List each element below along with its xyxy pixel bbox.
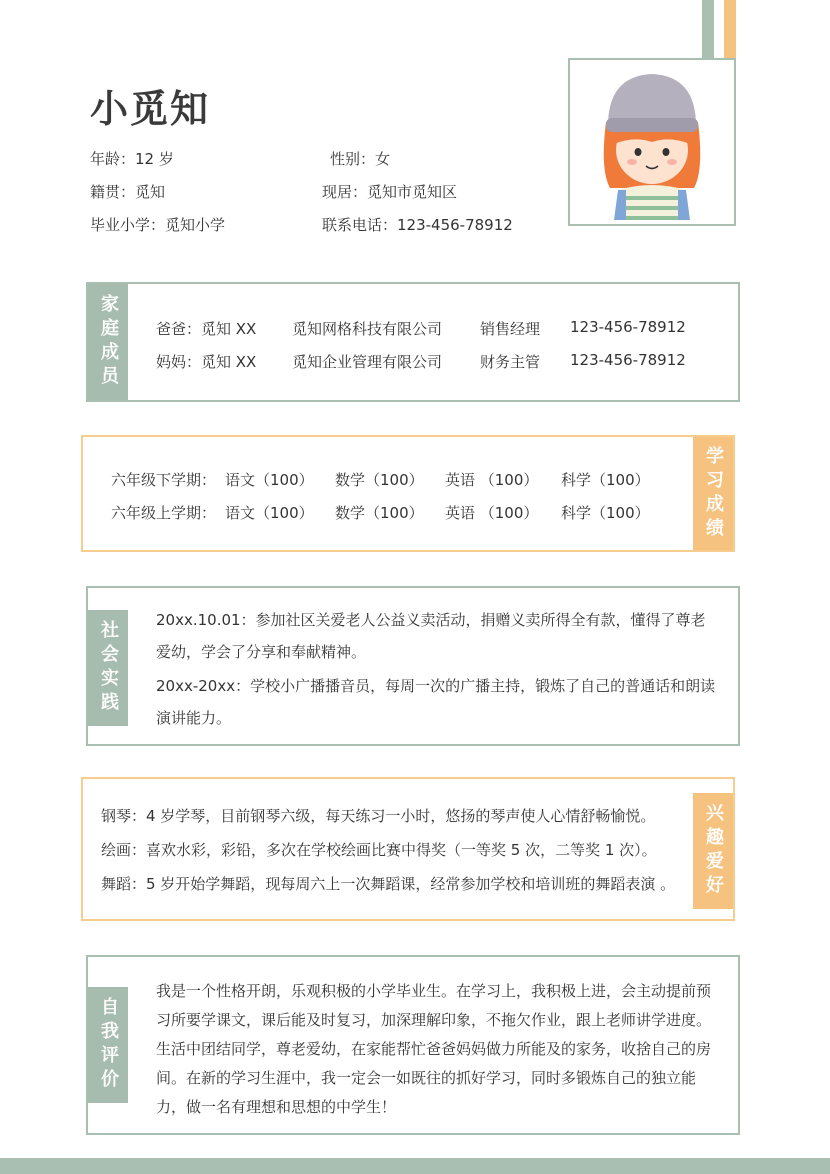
practice-item: 20xx.10.01：参加社区关爱老人公益义卖活动，捐赠义卖所得全有款，懂得了尊老爱幼，学会了分享和奉献精神。 (156, 611, 706, 661)
self-eval-section (86, 955, 740, 1135)
grade-english: 英语 （100） (445, 471, 539, 489)
residence-field: 现居：觅知市觅知区 (322, 183, 458, 201)
mother-relation: 妈妈：觅知 XX (156, 353, 257, 371)
family-section-tag: 家庭成员 (88, 284, 128, 400)
hobbies-section (81, 777, 735, 921)
mother-company: 觅知企业管理有限公司 (292, 353, 443, 371)
hobbies-section-tag: 兴趣爱好 (693, 793, 733, 909)
hobby-piano: 钢琴：4 岁学琴，目前钢琴六级，每天练习一小时，悠扬的琴声使人心情舒畅愉悦。 (101, 807, 656, 825)
grade-math: 数学（100） (335, 504, 424, 522)
father-company: 觅知网格科技有限公司 (292, 320, 443, 338)
family-section (86, 282, 740, 402)
practice-section-tag: 社会实践 (88, 610, 128, 726)
grades-term-label: 六年级下学期： (111, 471, 217, 489)
father-relation: 爸爸：觅知 XX (156, 320, 257, 338)
girl-avatar-illustration (570, 60, 734, 224)
grades-section-tag: 学习成绩 (693, 437, 733, 550)
school-field: 毕业小学：觅知小学 (90, 216, 226, 234)
father-phone: 123-456-78912 (570, 318, 686, 336)
father-position: 销售经理 (480, 320, 541, 338)
native-place-field: 籍贯：觅知 (90, 183, 166, 201)
grade-chinese: 语文（100） (225, 504, 314, 522)
decor-stripe-orange (724, 0, 736, 58)
bottom-decor-bar (0, 1158, 830, 1174)
grade-math: 数学（100） (335, 471, 424, 489)
gender-field: 性别：女 (330, 150, 391, 168)
self-eval-section-tag: 自我评价 (88, 987, 128, 1103)
grades-section (81, 435, 735, 552)
grades-term-label: 六年级上学期： (111, 504, 217, 522)
practice-item: 20xx-20xx：学校小广播播音员，每周一次的广播主持，锻炼了自己的普通话和朗读演讲能力。 (156, 677, 716, 727)
phone-field: 联系电话：123-456-78912 (322, 216, 513, 234)
student-name: 小觅知 (90, 87, 211, 131)
decor-stripe-green (702, 0, 714, 58)
hobby-painting: 绘画：喜欢水彩，彩铅，多次在学校绘画比赛中得奖（一等奖 5 次，二等奖 1 次）。 (101, 841, 657, 859)
hobby-dance: 舞蹈：5 岁开始学舞蹈，现每周六上一次舞蹈课，经常参加学校和培训班的舞蹈表演 。 (101, 875, 676, 893)
age-field: 年龄：12 岁 (90, 150, 174, 168)
practice-section (86, 586, 740, 746)
grade-english: 英语 （100） (445, 504, 539, 522)
mother-position: 财务主管 (480, 353, 541, 371)
grade-science: 科学（100） (561, 471, 650, 489)
grade-chinese: 语文（100） (225, 471, 314, 489)
avatar (568, 58, 736, 226)
self-eval-text: 我是一个性格开朗，乐观积极的小学毕业生。在学习上，我积极上进，会主动提前预习所要学课文，课后能及时复习，加深理解印象，不拖欠作业，跟上老师讲学进度。生活中团结同学，尊老爱幼，在家能帮忙爸爸妈妈做力所能及的家务，收捨自己的房间。在新的学习生涯中，我一定会一如既往的抓好学习，同时多锻炼自己的独立能力，做一名有理想和思想的中学生！ (156, 982, 712, 1116)
grade-science: 科学（100） (561, 504, 650, 522)
mother-phone: 123-456-78912 (570, 351, 686, 369)
